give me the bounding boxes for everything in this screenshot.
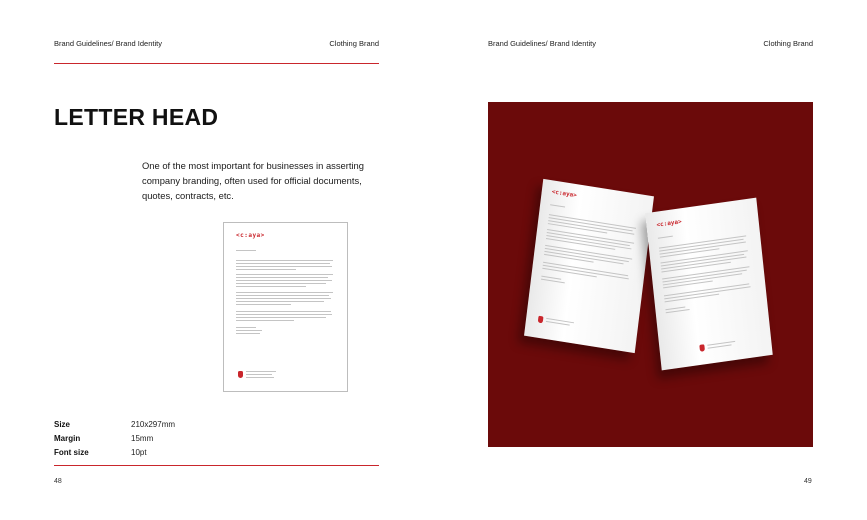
right-header-breadcrumb: Brand Guidelines/ Brand Identity xyxy=(488,39,596,48)
mockup-logo-left: <c:aya> xyxy=(551,188,578,200)
spec-size-value: 210x297mm xyxy=(131,420,176,429)
spec-margin-label: Margin xyxy=(54,434,81,443)
spec-font-size-label: Font size xyxy=(54,448,89,457)
mockup-brand-mark-right-icon xyxy=(699,344,705,352)
left-header-breadcrumb: Brand Guidelines/ Brand Identity xyxy=(54,39,162,48)
letterhead-preview xyxy=(223,222,348,392)
mockup-brand-mark-left-icon xyxy=(538,316,544,324)
right-header-brand: Clothing Brand xyxy=(763,39,813,48)
letterhead-logo: <c:aya> xyxy=(236,232,265,239)
spec-font-size-value: 10pt xyxy=(131,448,147,457)
page-number-right: 49 xyxy=(804,478,812,485)
page-title: LETTER HEAD xyxy=(54,104,219,130)
left-header-divider xyxy=(54,63,379,64)
left-footer-divider xyxy=(54,465,379,466)
mockup-sheet-left xyxy=(524,179,654,353)
mockup-sheet-right xyxy=(645,198,772,371)
left-header-brand: Clothing Brand xyxy=(329,39,379,48)
description-text: One of the most important for businesses in asserting company branding, often used for official documents, quotes, contracts, etc. xyxy=(142,160,364,201)
letterhead-mockup-photo xyxy=(488,102,813,447)
page-number-left: 48 xyxy=(54,478,62,485)
spec-margin-value: 15mm xyxy=(131,434,154,443)
letterhead-brand-mark-icon xyxy=(238,371,243,378)
spec-size-label: Size xyxy=(54,420,71,429)
mockup-logo-right: <c:aya> xyxy=(656,218,683,229)
